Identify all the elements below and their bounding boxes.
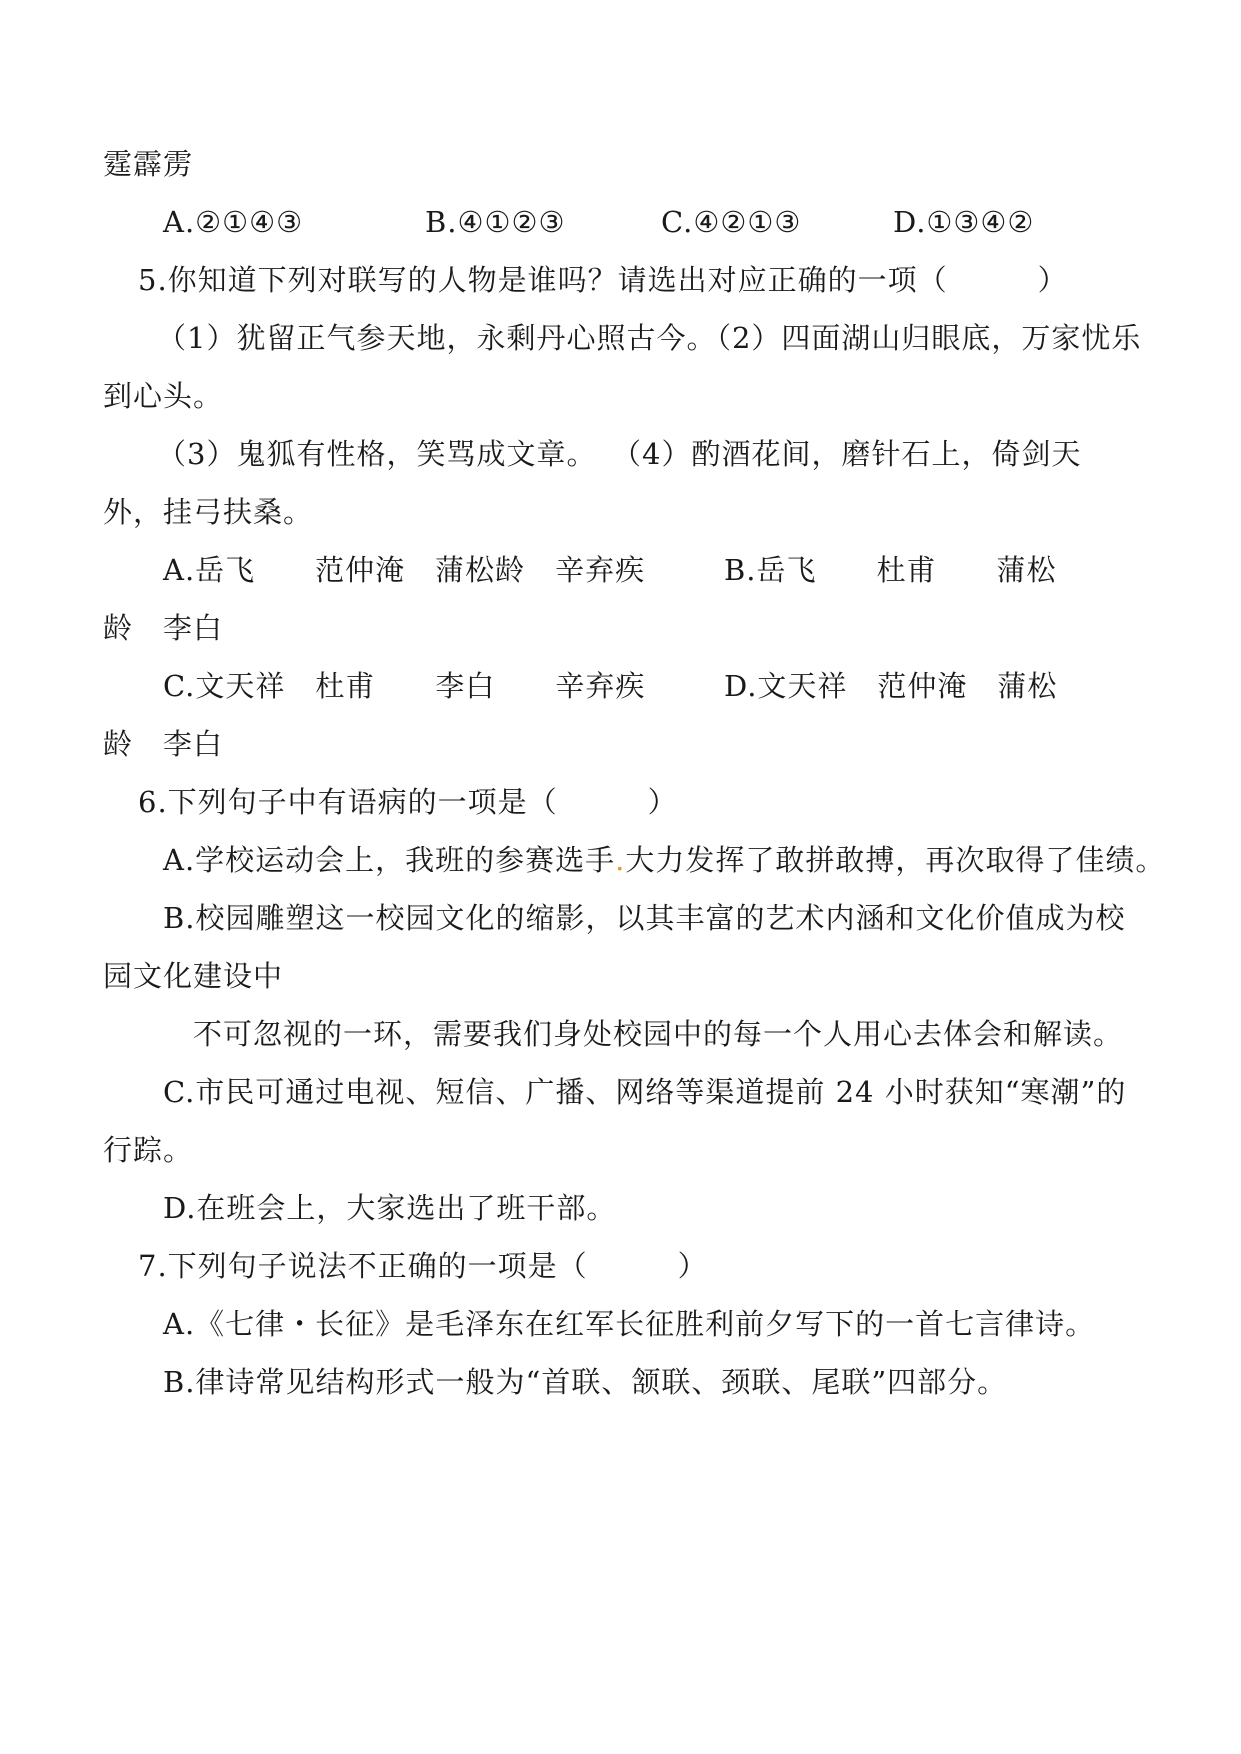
q6-option-c-cont: 行踪。 <box>103 1133 194 1167</box>
q6-option-a-pre: A.学校运动会上，我班的参赛选手 <box>163 843 616 877</box>
q7-stem: 7.下列句子说法不正确的一项是（ ） <box>138 1249 708 1283</box>
q5-option-b: B.岳飞 杜甫 蒲松 <box>724 553 1057 587</box>
q4-option-c: C.④②①③ <box>661 205 802 239</box>
q5-couplet-4: （4）酌酒花间，磨针石上，倚剑天 <box>612 437 1082 471</box>
q6-option-a <box>163 840 1165 880</box>
q5-option-b-cont: 龄 李白 <box>103 611 224 645</box>
q4-option-b: B.④①②③ <box>425 205 566 239</box>
q5-couplet-line1-cont: 到心头。 <box>103 379 224 413</box>
q6-option-b-cont2: 不可忽视的一环，需要我们身处校园中的每一个人用心去体会和解读。 <box>193 1017 1124 1051</box>
q6-option-b: B.校园雕塑这一校园文化的缩影，以其丰富的艺术内涵和文化价值成为校 <box>163 901 1126 935</box>
q5-option-a: A.岳飞 范仲淹 蒲松龄 辛弃疾 <box>163 553 646 587</box>
q7-option-a: A.《七律・长征》是毛泽东在红军长征胜利前夕写下的一首七言律诗。 <box>163 1307 1096 1341</box>
q6-option-a-post: 大力发挥了敢拼敢搏，再次取得了佳绩。 <box>625 843 1166 877</box>
q7-option-b: B.律诗常见结构形式一般为“首联、颔联、颈联、尾联”四部分。 <box>163 1365 1008 1399</box>
q4-option-d: D.①③④② <box>893 205 1035 239</box>
q5-option-c: C.文天祥 杜甫 李白 辛弃疾 <box>163 669 646 703</box>
emphasis-dot-icon: . <box>615 843 626 877</box>
q6-option-d: D.在班会上，大家选出了班干部。 <box>163 1191 617 1225</box>
q5-couplet-3: （3）鬼狐有性格，笑骂成文章。 <box>157 437 597 471</box>
q5-couplet-line1: （1）犹留正气参天地，永剩丹心照古今。（2）四面湖山归眼底，万家忧乐 <box>157 321 1142 355</box>
q5-option-d-cont: 龄 李白 <box>103 727 224 761</box>
q4-tail-text: 霆霹雳 <box>103 147 194 181</box>
q4-option-a: A.②①④③ <box>163 205 304 239</box>
q5-couplet-4-cont: 外，挂弓扶桑。 <box>103 495 314 529</box>
q6-option-b-cont1: 园文化建设中 <box>103 959 284 993</box>
q5-stem: 5.你知道下列对联写的人物是谁吗？请选出对应正确的一项（ ） <box>138 263 1068 297</box>
q6-stem: 6.下列句子中有语病的一项是（ ） <box>138 785 678 819</box>
q5-option-d: D.文天祥 范仲淹 蒲松 <box>724 669 1058 703</box>
q6-option-c: C.市民可通过电视、短信、广播、网络等渠道提前 24 小时获知“寒潮”的 <box>163 1075 1127 1109</box>
